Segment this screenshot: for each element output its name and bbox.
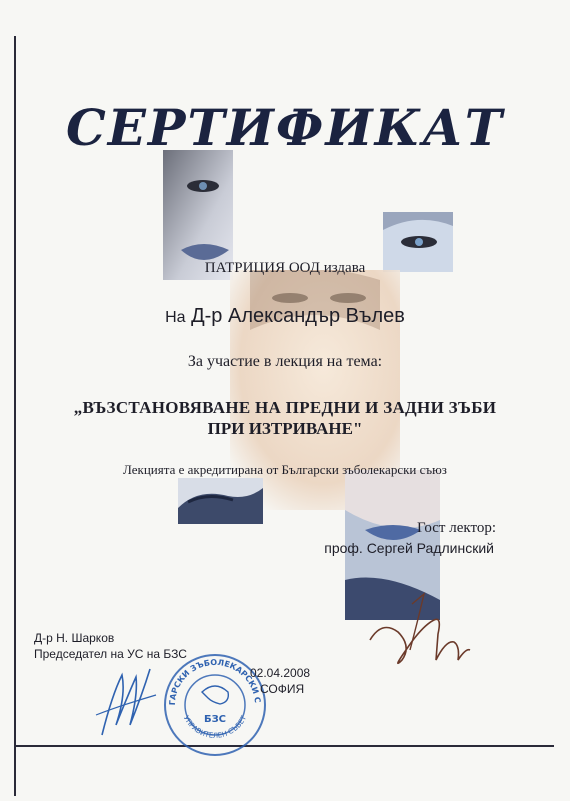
topic-line-2: ПРИ ИЗТРИВАНЕ" — [207, 419, 363, 438]
lecturer-signature — [362, 590, 472, 680]
guest-lecturer-label: Гост лектор: — [417, 520, 496, 536]
issuer-line: ПАТРИЦИЯ ООД издава — [204, 260, 366, 276]
certificate-title: СЕРТИФИКАТ — [65, 98, 505, 157]
stamp-bottom-text: УПРАВИТЕЛЕН СЪВЕТ — [181, 714, 249, 740]
participation-line: За участие в лекция на тема: — [187, 353, 383, 370]
recipient-line — [0, 305, 570, 328]
guest-lecturer-name: проф. Сергей Радлинский — [324, 540, 494, 556]
recipient-name: Д-р Александър Вълев — [191, 305, 405, 327]
issue-city: СОФИЯ — [260, 682, 305, 696]
topic-line-1: „ВЪЗСТАНОВЯВАНЕ НА ПРЕДНИ И ЗАДНИ ЗЪБИ — [73, 398, 497, 417]
svg-text:БЪЛГАРСКИ ЗЪБОЛЕКАРСКИ СЪЮЗ — [160, 650, 262, 705]
issue-date: 02.04.2008 — [250, 666, 311, 680]
bottom-border-line — [14, 745, 554, 747]
recipient-prefix: На — [165, 309, 186, 326]
hand-photo — [178, 478, 263, 524]
chair-role: Председател на УС на БЗС — [34, 647, 187, 661]
chair-name: Д-р Н. Шарков — [34, 631, 115, 645]
stamp-center-text: БЗС — [203, 714, 227, 725]
chair-signature — [92, 655, 162, 745]
accreditation-line: Лекцията е акредитирана от Български зъболекарски съюз — [123, 462, 447, 477]
stamp-top-text: ГАРСКИ ЗЪБОЛЕКАРСКИ С — [167, 657, 263, 706]
